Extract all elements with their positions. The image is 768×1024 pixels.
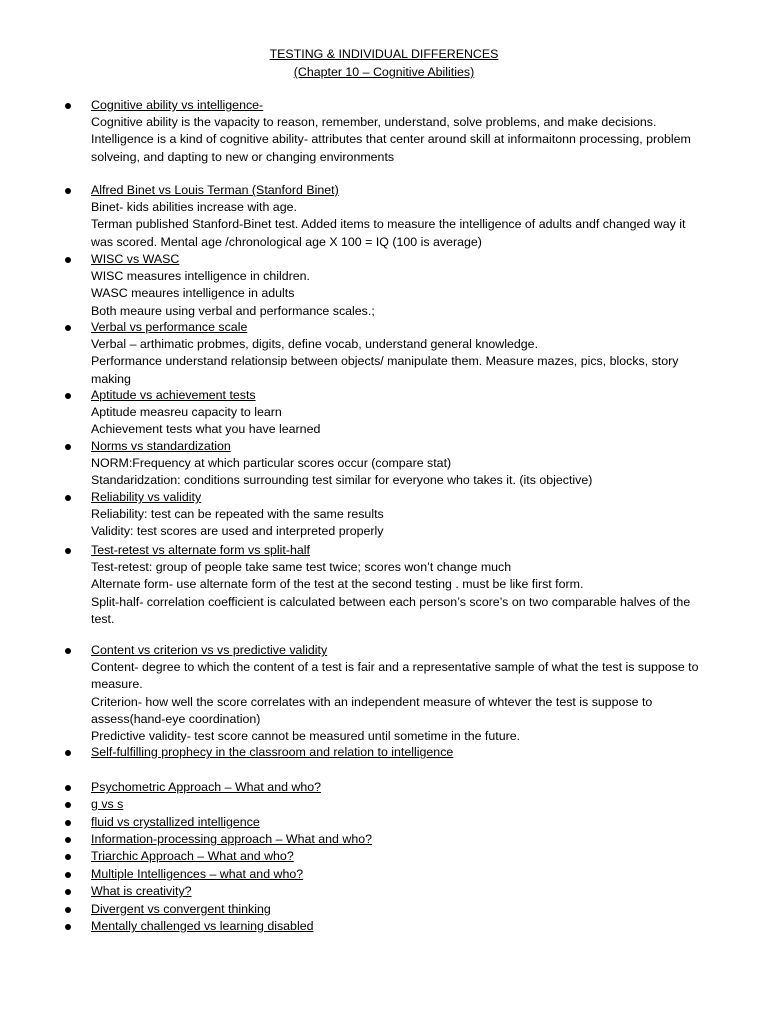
bullet-icon (65, 257, 71, 263)
list-item-heading-row (64, 438, 724, 455)
item-heading: Information-processing approach – What and who? (91, 832, 373, 846)
list-item-heading-row (64, 814, 724, 831)
item-text-line: Aptitude measreu capacity to learn (91, 405, 282, 420)
item-heading: Norms vs standardization (91, 439, 231, 453)
bullet-icon (65, 188, 71, 194)
item-heading: Multiple Intelligences – what and who? (91, 867, 304, 881)
item-text-line: Performance understand relationsip between objects/ manipulate them. Measure mazes, pics, blocks, story (91, 354, 679, 369)
item-heading: fluid vs crystallized intelligence (91, 815, 260, 829)
item-heading: Aptitude vs achievement tests (91, 388, 256, 402)
item-text-line: Standaridzation: conditions surrounding test similar for everyone who takes it. (its objective) (91, 473, 593, 488)
bullet-icon (65, 907, 71, 913)
list-item (64, 883, 724, 900)
bullet-icon (65, 750, 71, 756)
item-text-line: Criterion- how well the score correlates with an independent measure of whtever the test is suppose to (91, 694, 653, 709)
list-item-heading-row (64, 97, 724, 114)
list-item (64, 542, 724, 628)
item-text-line: NORM:Frequency at which particular scores occur (compare stat) (91, 456, 452, 471)
item-text-line: Validity: test scores are used and interpreted properly (91, 524, 384, 539)
bullet-icon (65, 103, 71, 109)
item-text-line: measure. (91, 677, 143, 692)
list-item-heading-row (64, 744, 724, 761)
item-text-line: WASC meaures intelligence in adults (91, 286, 295, 301)
item-heading: Cognitive ability vs intelligence- (91, 98, 264, 112)
item-heading: Content vs criterion vs vs predictive validity (91, 643, 328, 657)
item-heading: Mentally challenged vs learning disabled (91, 919, 314, 933)
item-text-line: solveing, and dapting to new or changing environments (91, 149, 395, 164)
list-item-heading-row (64, 883, 724, 900)
list-item (64, 182, 724, 251)
item-text-line: Achievement tests what you have learned (91, 422, 321, 437)
item-heading: Test-retest vs alternate form vs split-half (91, 543, 310, 557)
list-item (64, 918, 724, 935)
bullet-icon (65, 495, 71, 501)
list-item (64, 97, 724, 166)
item-text-line: Terman published Stanford-Binet test. Added items to measure the intelligence of adults andf changed way it (91, 217, 686, 232)
list-item (64, 642, 724, 745)
list-item (64, 796, 724, 813)
list-item-heading-row (64, 319, 724, 336)
bullet-icon (65, 548, 71, 554)
item-text-line: Content- degree to which the content of a test is fair and a representative sample of what the test is suppose to (91, 660, 699, 675)
bullet-icon (65, 393, 71, 399)
bullet-icon (65, 924, 71, 930)
document-subtitle: (Chapter 10 – Cognitive Abilities) (293, 65, 475, 79)
list-item (64, 848, 724, 865)
item-heading: Divergent vs convergent thinking (91, 902, 271, 916)
list-item (64, 831, 724, 848)
item-text-line: WISC measures intelligence in children. (91, 269, 310, 284)
item-text-line: Both meaure using verbal and performance scales.; (91, 303, 375, 318)
list-item (64, 489, 724, 541)
list-item-heading-row (64, 387, 724, 404)
item-text-line: test. (91, 611, 115, 626)
list-item (64, 814, 724, 831)
list-item-heading-row (64, 866, 724, 883)
bullet-icon (65, 820, 71, 826)
item-heading: Self-fulfilling prophecy in the classroom and relation to intelligence (91, 745, 454, 759)
bullet-icon (65, 854, 71, 860)
list-item (64, 866, 724, 883)
list-item (64, 744, 724, 761)
item-text-line: assess(hand-eye coordination) (91, 711, 261, 726)
list-item-heading-row (64, 848, 724, 865)
bullet-icon (65, 837, 71, 843)
list-item (64, 319, 724, 388)
item-text-line: Reliability: test can be repeated with the same results (91, 507, 384, 522)
bullet-icon (65, 889, 71, 895)
list-item (64, 438, 724, 490)
bullet-icon (65, 444, 71, 450)
item-text-line: Verbal – arthimatic probmes, digits, define vocab, understand general knowledge. (91, 337, 539, 352)
item-text-line: making (91, 371, 131, 386)
item-text-line: Alternate form- use alternate form of the test at the second testing . must be like first form. (91, 577, 584, 592)
bullet-icon (65, 325, 71, 331)
list-item (64, 387, 724, 439)
item-heading: Reliability vs validity (91, 490, 202, 504)
item-text-line: Test-retest: group of people take same test twice; scores won’t change much (91, 560, 512, 575)
item-text-line: Predictive validity- test score cannot be measured until sometime in the future. (91, 729, 521, 744)
item-heading: g vs s (91, 797, 124, 811)
item-text-line: Cognitive ability is the vapacity to reason, remember, understand, solve problems, and make decisions. (91, 115, 657, 130)
list-item (64, 779, 724, 796)
item-heading: Verbal vs performance scale (91, 320, 248, 334)
list-item-heading-row (64, 642, 724, 659)
item-text-line: was scored. Mental age /chronological age X 100 = IQ (100 is average) (91, 234, 482, 249)
list-item-heading-row (64, 542, 724, 559)
list-item-heading-row (64, 182, 724, 199)
list-item-heading-row (64, 489, 724, 506)
list-item-heading-row (64, 831, 724, 848)
item-heading: Alfred Binet vs Louis Terman (Stanford Binet) (91, 183, 339, 197)
item-heading: What is creativity? (91, 884, 192, 898)
item-heading: Triarchic Approach – What and who? (91, 849, 294, 863)
list-item-heading-row (64, 796, 724, 813)
item-heading: WISC vs WASC (91, 252, 180, 266)
list-item-heading-row (64, 779, 724, 796)
list-item (64, 901, 724, 918)
list-item-heading-row (64, 901, 724, 918)
bullet-icon (65, 872, 71, 878)
item-text-line: Split-half- correlation coefficient is calculated between each person’s score’s on two comparable halves of the (91, 594, 691, 609)
item-heading: Psychometric Approach – What and who? (91, 780, 322, 794)
list-item-heading-row (64, 918, 724, 935)
document-title: TESTING & INDIVIDUAL DIFFERENCES (269, 47, 499, 61)
list-item (64, 251, 724, 320)
bullet-icon (65, 802, 71, 808)
bullet-icon (65, 648, 71, 654)
list-item-heading-row (64, 251, 724, 268)
bullet-icon (65, 785, 71, 791)
item-text-line: Intelligence is a kind of cognitive ability- attributes that center around skill at informaitonn processing, problem (91, 132, 691, 147)
item-text-line: Binet- kids abilities increase with age. (91, 200, 297, 215)
